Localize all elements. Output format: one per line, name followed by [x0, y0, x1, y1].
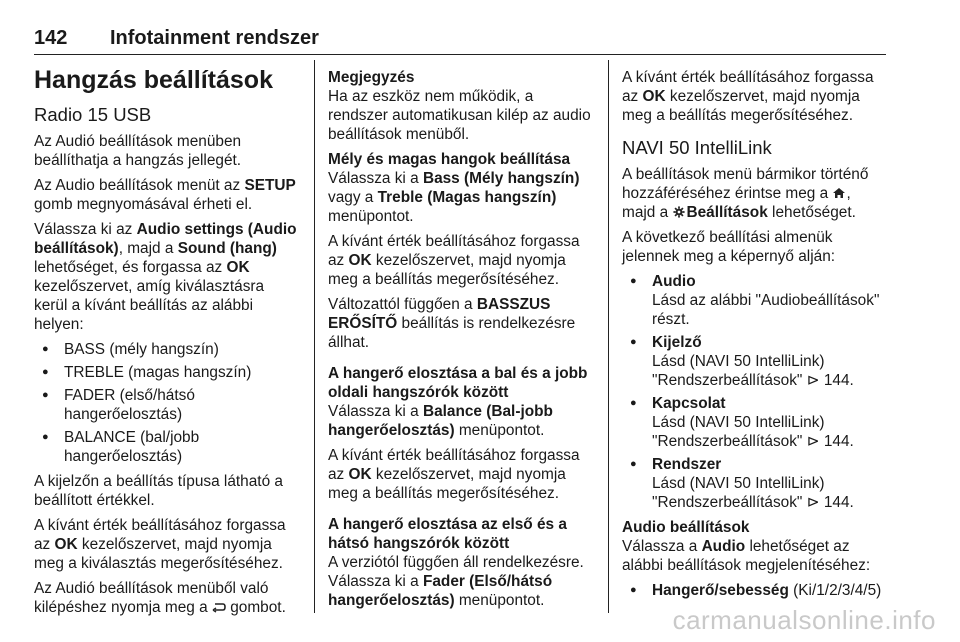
- paragraph: A kívánt érték beállításához forgassa az OK kezelőszervet, majd nyomja meg a kiválasztás megerősítéséhez.: [34, 517, 286, 572]
- column-divider: [314, 60, 315, 613]
- paragraph: Válassza ki az Audio settings (Audio beállítások), majd a Sound (hang) lehetőséget, és forgassa az OK kezelőszervet, amíg kiválasztásra kerül a kívánt beállítás az alábbi helyen:: [34, 221, 297, 333]
- paragraph: Válassza ki a Balance (Bal-jobb hangerőelosztás) menüpontot.: [328, 403, 553, 439]
- paragraph: Válassza ki a Bass (Mély hangszín) vagy a Treble (Magas hangszín) menüpontot.: [328, 170, 580, 225]
- column-1: [34, 60, 300, 623]
- running-title: Infotainment rendszer: [110, 27, 319, 49]
- page-header: [34, 20, 886, 55]
- paragraph: A beállítások menü bármikor történő hozzáféréséhez érintse meg a , majd a Beállítások lehetőséget.: [622, 166, 869, 221]
- subsection-title: Radio 15 USB: [34, 104, 152, 125]
- note-text: Ha az eszköz nem működik, a rendszer automatikusan kilép az audio beállítások menüből.: [328, 88, 591, 143]
- column-divider: [608, 60, 609, 613]
- subsection-title: NAVI 50 IntelliLink: [622, 137, 772, 158]
- subheading: Mély és magas hangok beállítása: [328, 151, 571, 168]
- bullet-list: [622, 581, 888, 600]
- list-item: ● Kijelző Lásd (NAVI 50 IntelliLink) "Rendszerbeállítások" ⊳ 144.: [622, 333, 888, 390]
- section-title: Hangzás beállítások: [34, 66, 273, 94]
- paragraph: Válassza a Audio lehetőséget az alábbi beállítások megjelenítéséhez:: [622, 538, 871, 574]
- list-item: ● Kapcsolat Lásd (NAVI 50 IntelliLink) "Rendszerbeállítások" ⊳ 144.: [622, 394, 888, 451]
- list-item: ● BALANCE (bal/jobb hangerőelosztás): [34, 428, 300, 466]
- paragraph: Az Audió beállítások menüben beállíthatja a hangzás jellegét.: [34, 133, 242, 169]
- watermark: carmanualsonline.info: [672, 605, 936, 635]
- page-number: 142: [34, 27, 68, 49]
- list-item: ● BASS (mély hangszín): [34, 340, 300, 359]
- paragraph: A kívánt érték beállításához forgassa az OK kezelőszervet, majd nyomja meg a beállítás megerősítéséhez.: [622, 69, 874, 124]
- paragraph: Változattól függően a BASSZUS ERŐSÍTŐ beállítás is rendelkezésre állhat.: [328, 296, 576, 351]
- column-2: [328, 68, 594, 616]
- paragraph: Az Audió beállítások menüből való kilépéshez nyomja meg a gombot.: [34, 580, 286, 616]
- paragraph: A következő beállítási almenük jelennek meg a képernyő alján:: [622, 229, 836, 265]
- list-item: ● FADER (első/hátsó hangerőelosztás): [34, 386, 300, 424]
- column-3: [622, 68, 888, 606]
- gear-icon: [672, 206, 686, 218]
- list-item: ● Hangerő/sebesség (Ki/1/2/3/4/5): [622, 581, 888, 600]
- list-item: ● Rendszer Lásd (NAVI 50 IntelliLink) "Rendszerbeállítások" ⊳ 144.: [622, 455, 888, 512]
- subheading: A hangerő elosztása a bal és a jobb oldali hangszórók között: [328, 365, 588, 401]
- bullet-list: [622, 272, 888, 512]
- subheading: Audio beállítások: [622, 519, 750, 536]
- paragraph: A kijelzőn a beállítás típusa látható a beállított értékkel.: [34, 473, 283, 509]
- back-arrow-icon: [212, 601, 226, 613]
- paragraph: Az Audio beállítások menüt az SETUP gomb megnyomásával érheti el.: [34, 177, 296, 213]
- home-icon: [832, 187, 846, 199]
- paragraph: A kívánt érték beállításához forgassa az OK kezelőszervet, majd nyomja meg a beállítás megerősítéséhez.: [328, 233, 580, 288]
- list-item: ● TREBLE (magas hangszín): [34, 363, 300, 382]
- paragraph: A verziótól függően áll rendelkezésre. Válassza ki a Fader (Első/hátsó hangerőelosztás) menüpontot.: [328, 554, 584, 609]
- note-title: Megjegyzés: [328, 69, 415, 86]
- paragraph: A kívánt érték beállításához forgassa az OK kezelőszervet, majd nyomja meg a beállítás megerősítéséhez.: [328, 447, 580, 502]
- list-item: ● Audio Lásd az alábbi "Audiobeállítások" részt.: [622, 272, 888, 329]
- subheading: A hangerő elosztása az első és a hátsó hangszórók között: [328, 516, 567, 552]
- bullet-list: [34, 340, 300, 466]
